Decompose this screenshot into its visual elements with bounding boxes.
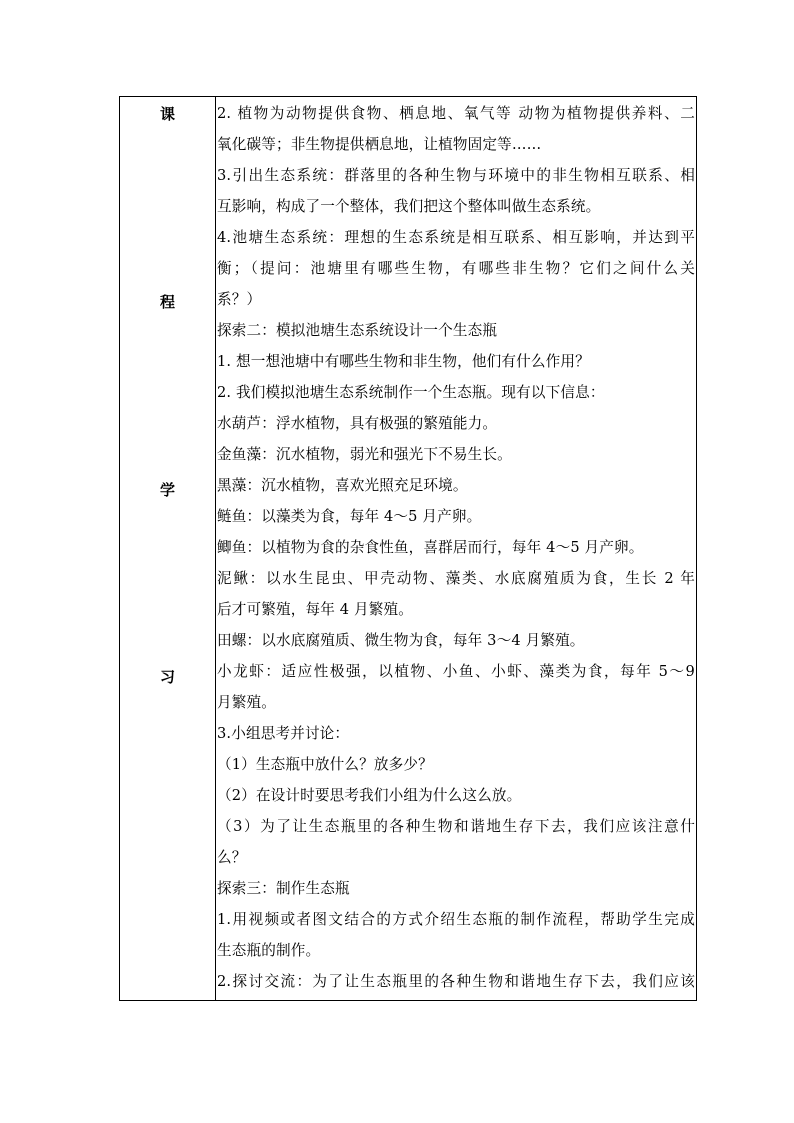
content-line: 鲫鱼：以植物为食的杂食性鱼，喜群居而行，每年 4～5 月产卵。: [217, 539, 644, 556]
content-line: 小龙虾：适应性极强，以植物、小鱼、小虾、藻类为食，每年 5～9: [217, 663, 695, 680]
content-line: 后才可繁殖，每年 4 月繁殖。: [217, 601, 413, 618]
content-line: 生态瓶的制作。: [217, 942, 321, 959]
side-label-char: 程: [159, 293, 175, 311]
content-line: 3.小组思考并讨论：: [217, 725, 350, 742]
content-line: 黑藻：沉水植物，喜欢光照充足环境。: [217, 477, 468, 494]
content-line: （1）生态瓶中放什么？放多少？: [217, 756, 433, 773]
side-label-char: 课: [159, 105, 175, 123]
content-line: 么？: [217, 849, 247, 866]
content-line: （3）为了让生态瓶里的各种生物和谐地生存下去，我们应该注意什: [217, 818, 695, 835]
content-line: 4.池塘生态系统：理想的生态系统是相互联系、相互影响，并达到平: [217, 229, 695, 246]
side-label-char: 学: [159, 481, 175, 499]
content-line: 1. 想一想池塘中有哪些生物和非生物，他们有什么作用？: [217, 353, 590, 370]
content-line: （2）在设计时要思考我们小组为什么这么放。: [217, 787, 522, 804]
content-line: 田螺：以水底腐殖质、微生物为食，每年 3～4 月繁殖。: [217, 632, 585, 649]
content-line: 衡；（提问：池塘里有哪些生物，有哪些非生物？它们之间什么关: [217, 260, 695, 277]
content-line: 水葫芦：浮水植物，具有极强的繁殖能力。: [217, 415, 498, 432]
column-divider: [215, 97, 216, 1000]
content-line: 互影响，构成了一个整体，我们把这个整体叫做生态系统。: [217, 198, 601, 215]
content-line: 月繁殖。: [217, 694, 276, 711]
content-line: 金鱼藻：沉水植物，弱光和强光下不易生长。: [217, 446, 512, 463]
content-line: 探索三：制作生态瓶: [217, 880, 350, 897]
content-cell: [217, 99, 695, 998]
side-label-char: 习: [159, 668, 175, 686]
content-line: 3.引出生态系统：群落里的各种生物与环境中的非生物相互联系、相: [217, 167, 695, 184]
lesson-table: [119, 96, 697, 1001]
side-label-column: [120, 97, 215, 1000]
content-line: 2. 我们模拟池塘生态系统制作一个生态瓶。现有以下信息：: [217, 384, 605, 401]
content-line: 氧化碳等；非生物提供栖息地，让植物固定等……: [217, 136, 542, 153]
content-line: 2. 植物为动物提供食物、栖息地、氧气等 动物为植物提供养料、二: [217, 105, 695, 122]
content-line: 鲢鱼：以藻类为食，每年 4～5 月产卵。: [217, 508, 482, 525]
content-line: 泥鳅：以水生昆虫、甲壳动物、藻类、水底腐殖质为食，生长 2 年: [217, 570, 695, 587]
content-line: 探索二：模拟池塘生态系统设计一个生态瓶: [217, 322, 498, 339]
content-line: 2.探讨交流：为了让生态瓶里的各种生物和谐地生存下去，我们应该: [217, 973, 695, 990]
content-line: 系？）: [217, 291, 262, 308]
content-line: 1.用视频或者图文结合的方式介绍生态瓶的制作流程，帮助学生完成: [217, 911, 695, 928]
